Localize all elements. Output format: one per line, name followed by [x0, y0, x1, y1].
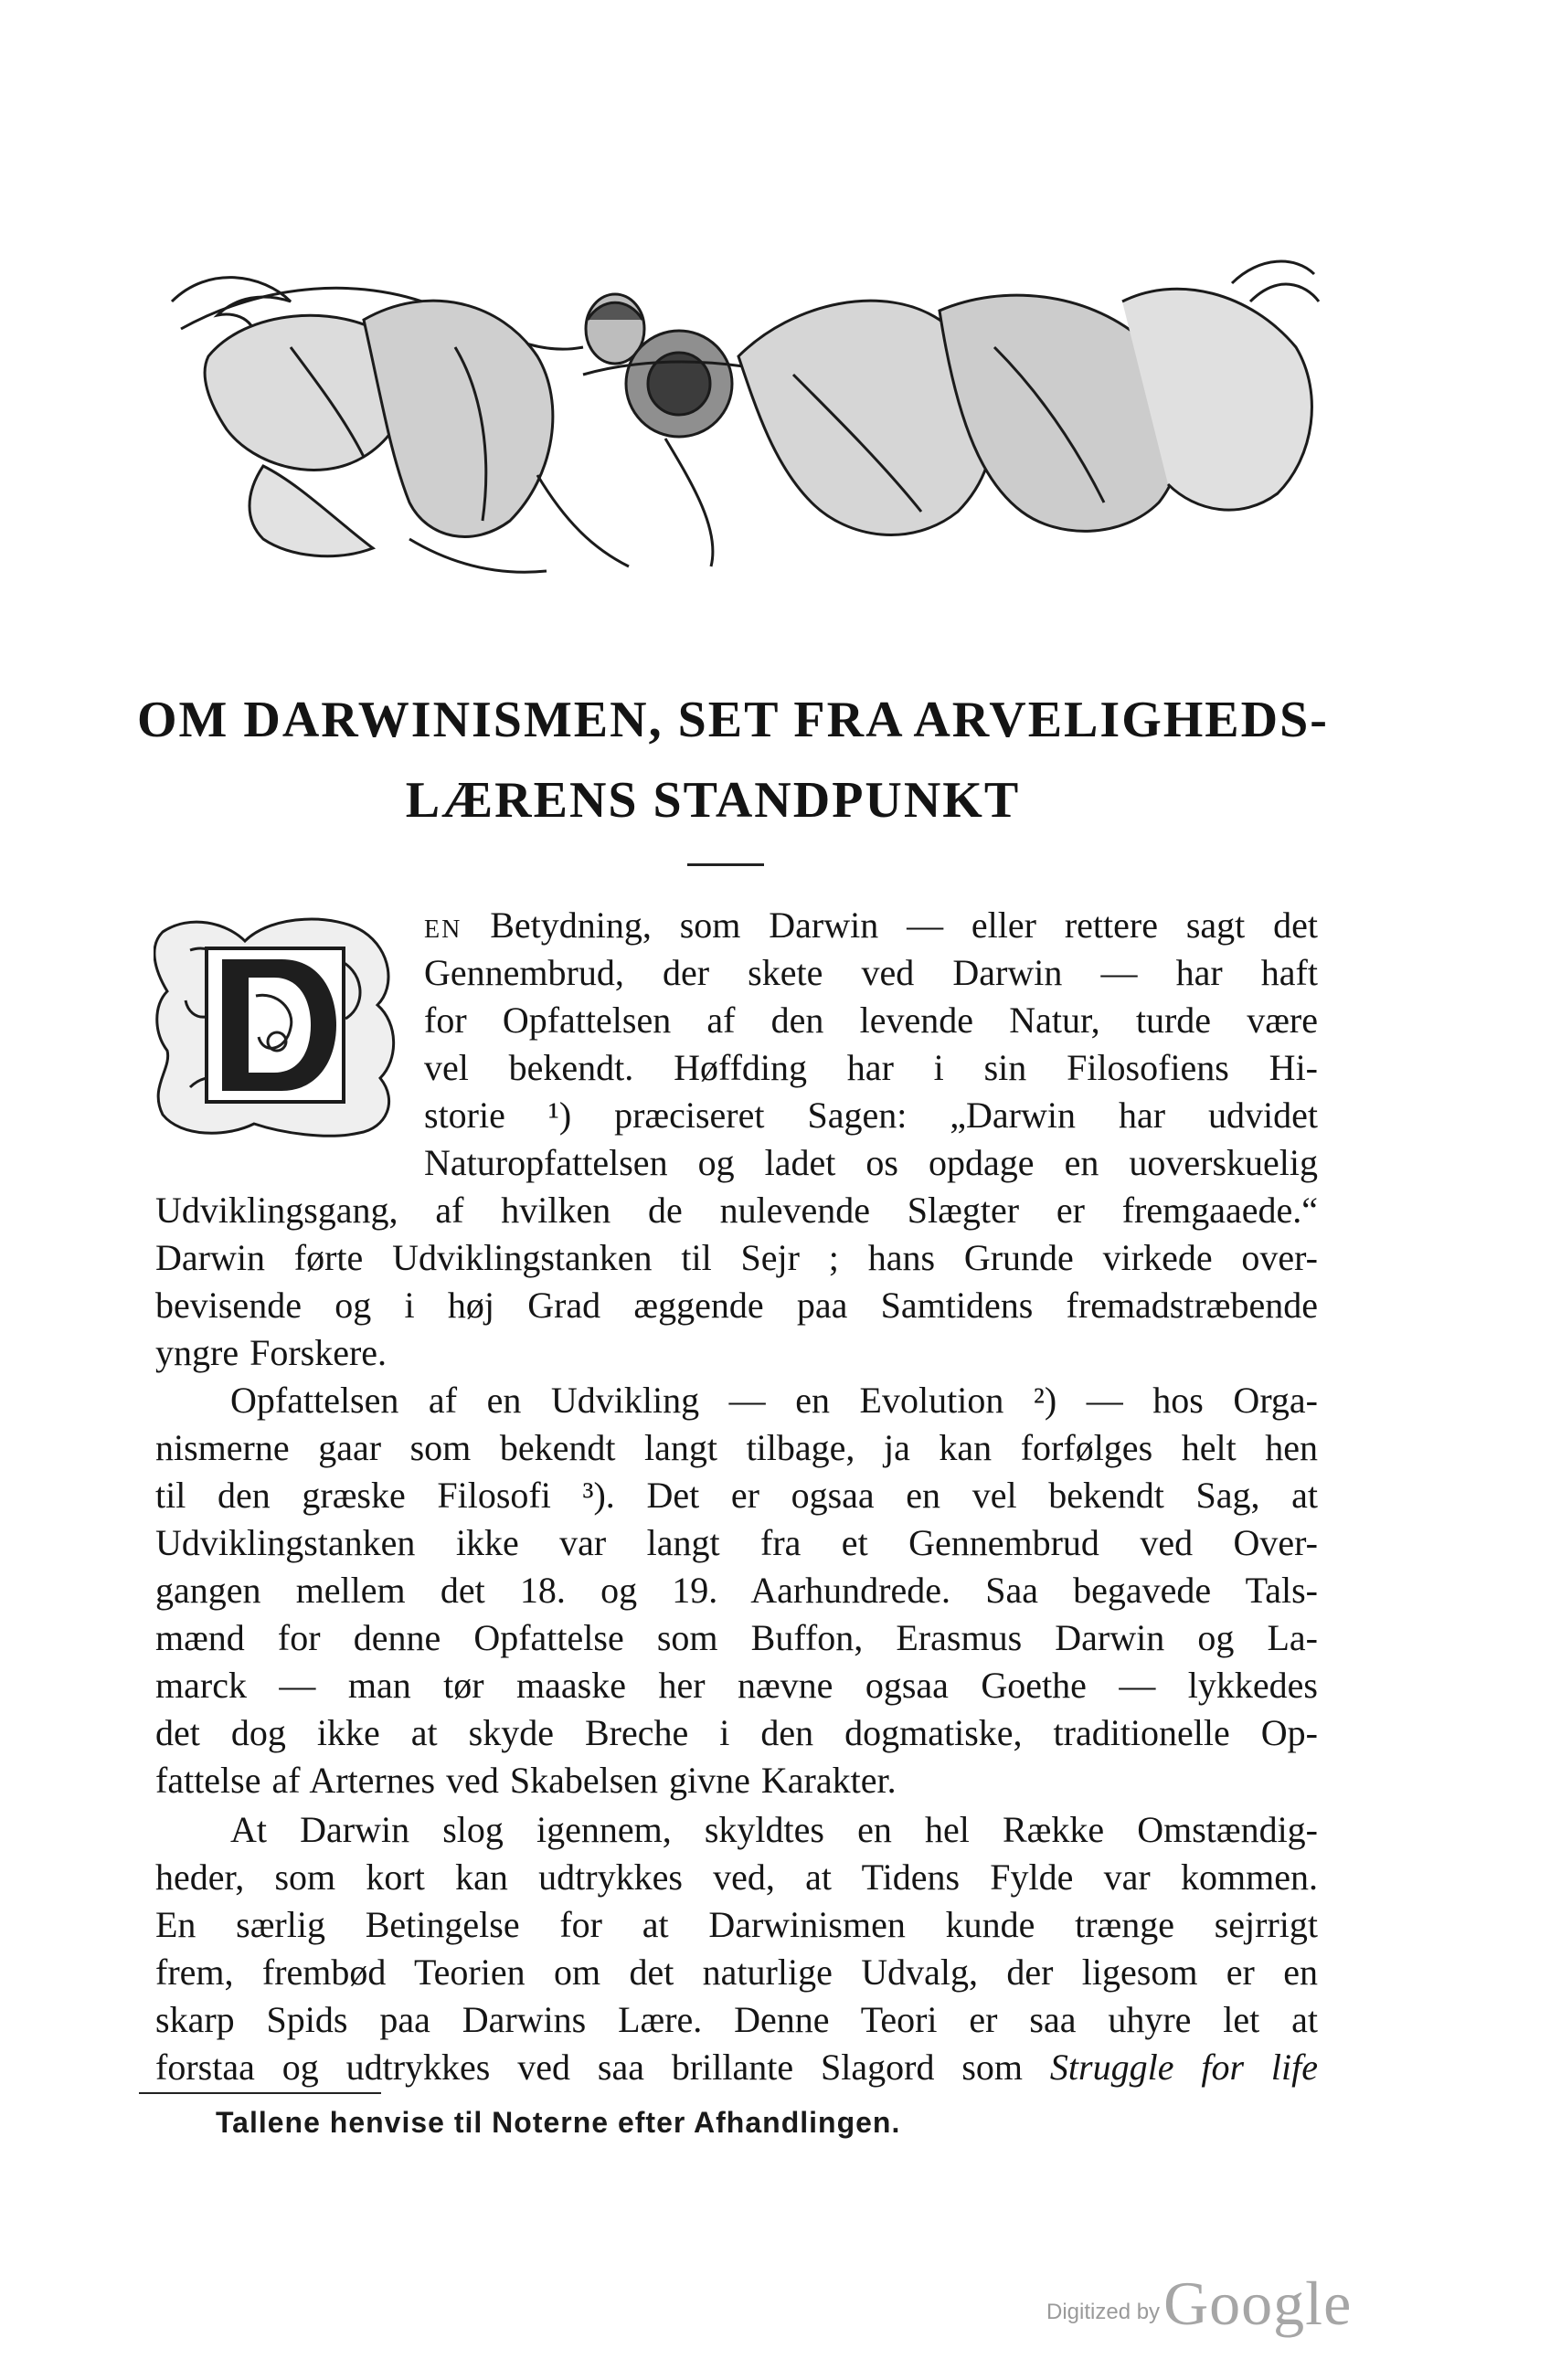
text-line: fattelse af Arternes ved Skabelsen givne Karakter.: [155, 1760, 897, 1801]
text-line: Udviklingstanken ikke var langt fra et Gennembrud ved Over-: [155, 1522, 1318, 1563]
text-line: Naturopfattelsen og ladet os opdage en uoverskuelig: [424, 1142, 1318, 1183]
text-line: Darwin førte Udviklingstanken til Sejr ; hans Grunde virkede over-: [155, 1237, 1318, 1278]
text-line: gangen mellem det 18. og 19. Aarhundrede. Saa begavede Tals-: [155, 1570, 1318, 1611]
text-line: forstaa og udtrykkes ved saa brillante Slagord som Struggle for life: [155, 2047, 1318, 2088]
text-line: En særlig Betingelse for at Darwinismen kunde trænge sejrrigt: [155, 1904, 1318, 1945]
google-logo: Google: [1163, 2269, 1353, 2338]
text-line: Gennembrud, der skete ved Darwin — har haft: [424, 952, 1318, 993]
text-line: vel bekendt. Høffding har i sin Filosofiens Hi-: [424, 1047, 1318, 1088]
footnote-rule: [139, 2092, 381, 2094]
oak-leaf-ornament: [154, 247, 1325, 585]
text-line: At Darwin slog igennem, skyldtes en hel Række Omstændig-: [230, 1809, 1318, 1850]
text-line: heder, som kort kan udtrykkes ved, at Tidens Fylde var kommen.: [155, 1856, 1318, 1898]
chapter-title-line-2: LÆRENS STANDPUNKT: [405, 772, 1021, 829]
text-line: Udviklingsgang, af hvilken de nulevende Slægter er fremgaaede.“: [155, 1190, 1318, 1231]
text-line: yngre Forskere.: [155, 1332, 388, 1373]
text-line: storie ¹) præciseret Sagen: „Darwin har udvidet: [424, 1095, 1318, 1136]
text-line: mænd for denne Opfattelse som Buffon, Erasmus Darwin og La-: [155, 1617, 1318, 1658]
digitized-watermark: [1046, 2268, 1352, 2340]
text-line: Opfattelsen af en Udvikling — en Evolution ²) — hos Orga-: [230, 1380, 1318, 1421]
text-line: frem, frembød Teorien om det naturlige Udvalg, der ligesom er en: [155, 1952, 1318, 1993]
text-line: marck — man tør maaske her nævne ogsaa Goethe — lykkedes: [155, 1665, 1318, 1706]
text-line: bevisende og i høj Grad æggende paa Samtidens fremadstræbende: [155, 1285, 1318, 1326]
text-line: EN Betydning, som Darwin — eller rettere sagt det: [424, 904, 1318, 946]
text-line: nismerne gaar som bekendt langt tilbage, ja kan forfølges helt hen: [155, 1427, 1318, 1468]
decorated-initial: [154, 904, 408, 1140]
footnote: Tallene henvise til Noterne efter Afhandlingen.: [216, 2106, 901, 2139]
text-line: skarp Spids paa Darwins Lære. Denne Teori er saa uhyre let at: [155, 1999, 1318, 2040]
italic-phrase: Struggle for life: [1049, 2047, 1318, 2088]
chapter-title-line-1: OM DARWINISMEN, SET FRA ARVELIGHEDS-: [137, 692, 1329, 748]
title-rule: [687, 863, 764, 866]
text-line: for Opfattelsen af den levende Natur, turde være: [424, 1000, 1318, 1041]
text-line: til den græske Filosofi ³). Det er ogsaa en vel bekendt Sag, at: [155, 1475, 1318, 1516]
watermark-prefix: Digitized by: [1046, 2300, 1161, 2324]
text-line: det dog ikke at skyde Breche i den dogmatiske, traditionelle Op-: [155, 1712, 1318, 1753]
